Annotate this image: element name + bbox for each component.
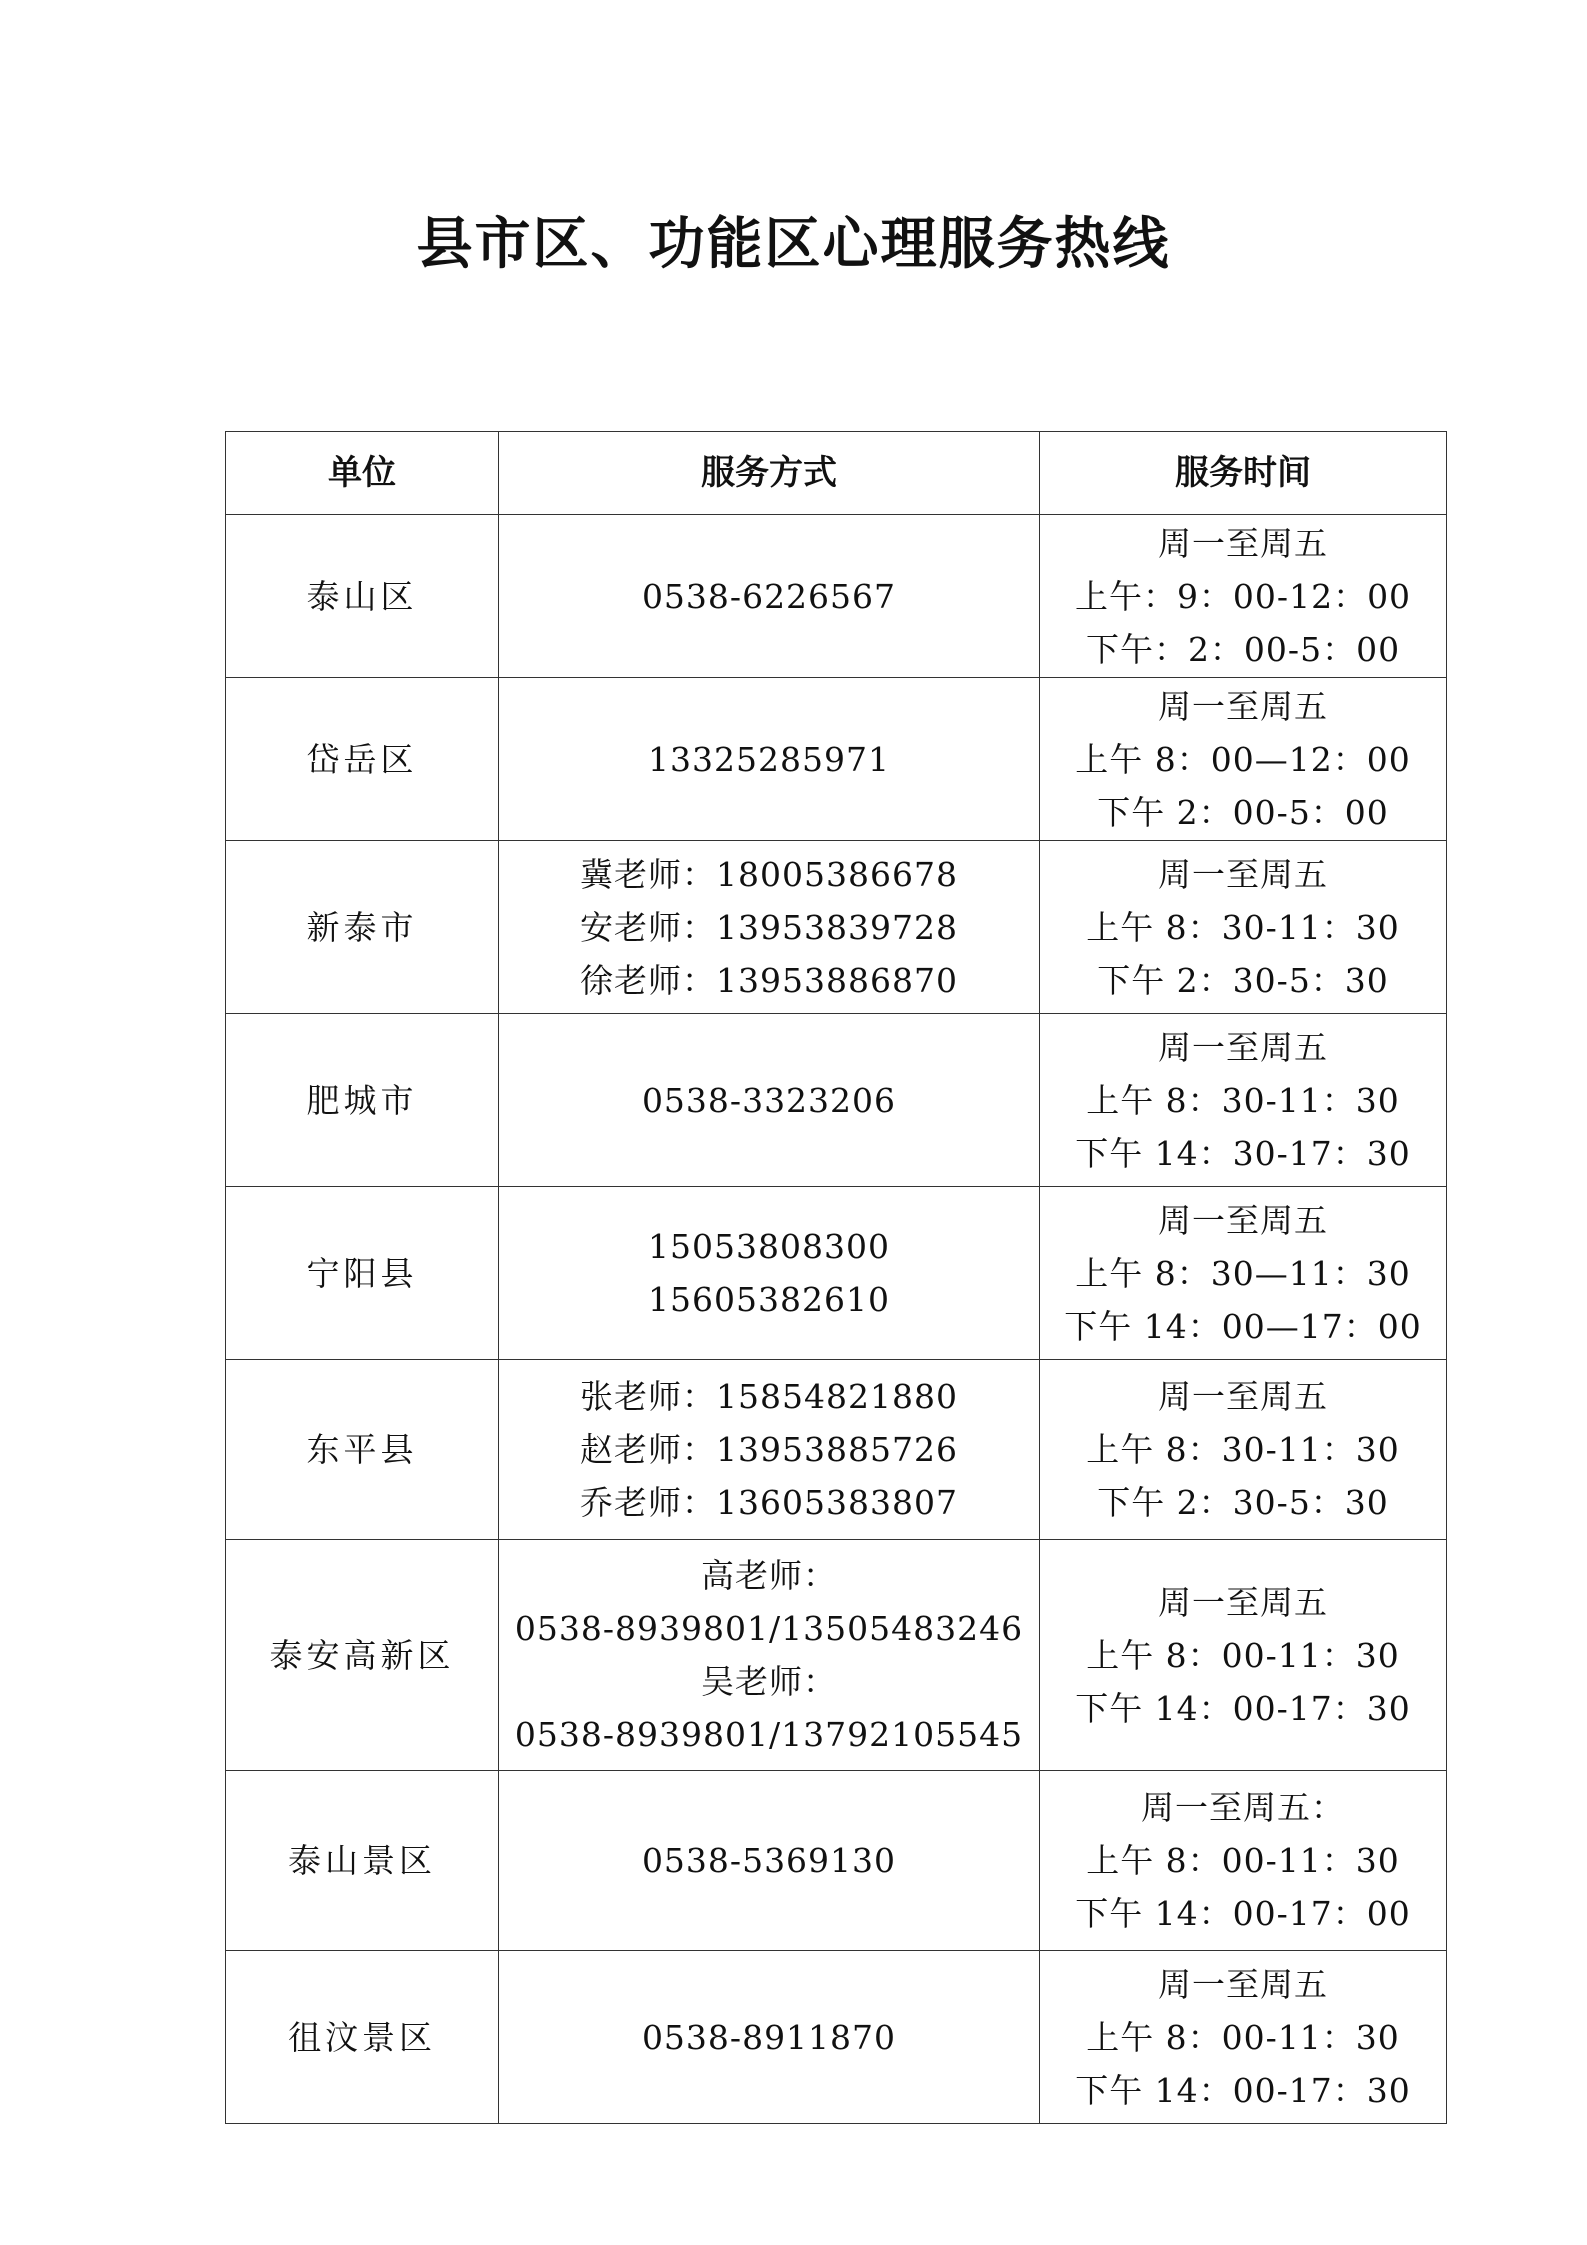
service-method-line: 徐老师：13953886870 [580, 960, 958, 1000]
service-time-line: 上午 8：30-11：30 [1086, 1430, 1400, 1469]
service-time-line: 下午 14：00-17：30 [1075, 2070, 1411, 2110]
service-time-cell [1040, 1540, 1447, 1771]
service-method-line: 13325285971 [648, 739, 890, 779]
service-method-cell [499, 678, 1040, 841]
unit-cell: 肥城市 [226, 1014, 499, 1187]
service-method-cell [499, 1014, 1040, 1187]
service-method-line: 高老师： [701, 1556, 837, 1595]
hotline-table [225, 431, 1447, 2124]
service-time-line: 上午 8：30-11：30 [1086, 907, 1400, 947]
service-time-cell [1040, 841, 1447, 1014]
unit-cell: 宁阳县 [226, 1187, 499, 1360]
service-time-line: 下午：2：00-5：00 [1085, 629, 1401, 669]
service-time-line: 下午 14：00-17：30 [1075, 1688, 1411, 1728]
service-time-line: 下午 14：00-17：00 [1075, 1894, 1411, 1933]
service-time-cell [1040, 1014, 1447, 1187]
service-time-line: 周一至周五 [1158, 1964, 1328, 2004]
unit-cell: 徂汶景区 [226, 1951, 499, 2124]
service-time-line: 下午 14：00—17：00 [1064, 1306, 1422, 1346]
table-row [226, 1951, 1447, 2124]
service-method-line: 0538-3323206 [641, 1080, 897, 1120]
service-method-line: 张老师：15854821880 [580, 1377, 958, 1416]
service-time-line: 下午 2：00-5：00 [1097, 792, 1389, 832]
service-time-cell [1040, 1951, 1447, 2124]
service-time-line: 周一至周五 [1158, 1027, 1328, 1067]
service-time-cell [1040, 678, 1447, 841]
service-method-line: 乔老师：13605383807 [580, 1483, 958, 1522]
service-method-line: 0538-5369130 [641, 1841, 897, 1880]
service-time-cell [1040, 1771, 1447, 1951]
service-time-line: 周一至周五 [1158, 523, 1328, 563]
service-method-line: 15605382610 [648, 1280, 890, 1319]
service-method-cell [499, 841, 1040, 1014]
service-time-line: 周一至周五 [1158, 1582, 1328, 1622]
service-time-line: 上午：9：00-12：00 [1074, 576, 1412, 616]
header-unit: 单位 [226, 432, 499, 515]
table-header-row [226, 432, 1447, 515]
service-time-line: 上午 8：30—11：30 [1075, 1253, 1411, 1293]
service-method-line: 0538-8939801/13792105545 [514, 1715, 1024, 1754]
table-row [226, 1187, 1447, 1360]
service-time-line: 周一至周五 [1158, 854, 1328, 894]
service-time-line: 上午 8：00-11：30 [1086, 2017, 1400, 2057]
service-time-line: 周一至周五 [1158, 1377, 1328, 1416]
table-row [226, 1771, 1447, 1951]
service-method-line: 0538-8939801/13505483246 [514, 1609, 1024, 1648]
service-method-line: 0538-8911870 [641, 2017, 897, 2057]
page-title: 县市区、功能区心理服务热线 [416, 212, 1171, 277]
service-time-cell [1040, 1187, 1447, 1360]
table-row [226, 1360, 1447, 1540]
unit-cell: 泰山景区 [226, 1771, 499, 1951]
service-time-line: 下午 2：30-5：30 [1097, 960, 1389, 1000]
service-method-cell [499, 1540, 1040, 1771]
service-time-line: 周一至周五 [1158, 686, 1328, 726]
header-time: 服务时间 [1040, 432, 1447, 515]
service-method-line: 0538-6226567 [641, 576, 897, 616]
unit-cell: 泰安高新区 [226, 1540, 499, 1771]
service-time-line: 周一至周五 [1158, 1200, 1328, 1240]
service-time-line: 上午 8：00-11：30 [1086, 1841, 1400, 1880]
table-row [226, 678, 1447, 841]
table-row [226, 515, 1447, 678]
table-row [226, 841, 1447, 1014]
service-method-cell [499, 1360, 1040, 1540]
service-method-line: 安老师：13953839728 [580, 907, 958, 947]
table-row [226, 1540, 1447, 1771]
header-method: 服务方式 [499, 432, 1040, 515]
service-method-cell [499, 1187, 1040, 1360]
unit-cell: 东平县 [226, 1360, 499, 1540]
service-method-cell [499, 515, 1040, 678]
service-time-line: 上午 8：30-11：30 [1086, 1080, 1400, 1120]
service-time-line: 上午 8：00-11：30 [1086, 1635, 1400, 1675]
service-method-line: 15053808300 [648, 1227, 890, 1266]
service-time-line: 上午 8：00—12：00 [1075, 739, 1411, 779]
unit-cell: 新泰市 [226, 841, 499, 1014]
service-method-line: 赵老师：13953885726 [580, 1430, 958, 1469]
unit-cell: 岱岳区 [226, 678, 499, 841]
service-method-cell [499, 1771, 1040, 1951]
service-time-cell [1040, 1360, 1447, 1540]
service-method-line: 冀老师：18005386678 [580, 854, 958, 894]
service-method-cell [499, 1951, 1040, 2124]
service-time-line: 周一至周五： [1141, 1788, 1345, 1827]
service-time-line: 下午 14：30-17：30 [1075, 1133, 1411, 1173]
service-method-line: 吴老师： [701, 1662, 837, 1701]
unit-cell: 泰山区 [226, 515, 499, 678]
table-row [226, 1014, 1447, 1187]
service-time-cell [1040, 515, 1447, 678]
service-time-line: 下午 2：30-5：30 [1097, 1483, 1389, 1522]
